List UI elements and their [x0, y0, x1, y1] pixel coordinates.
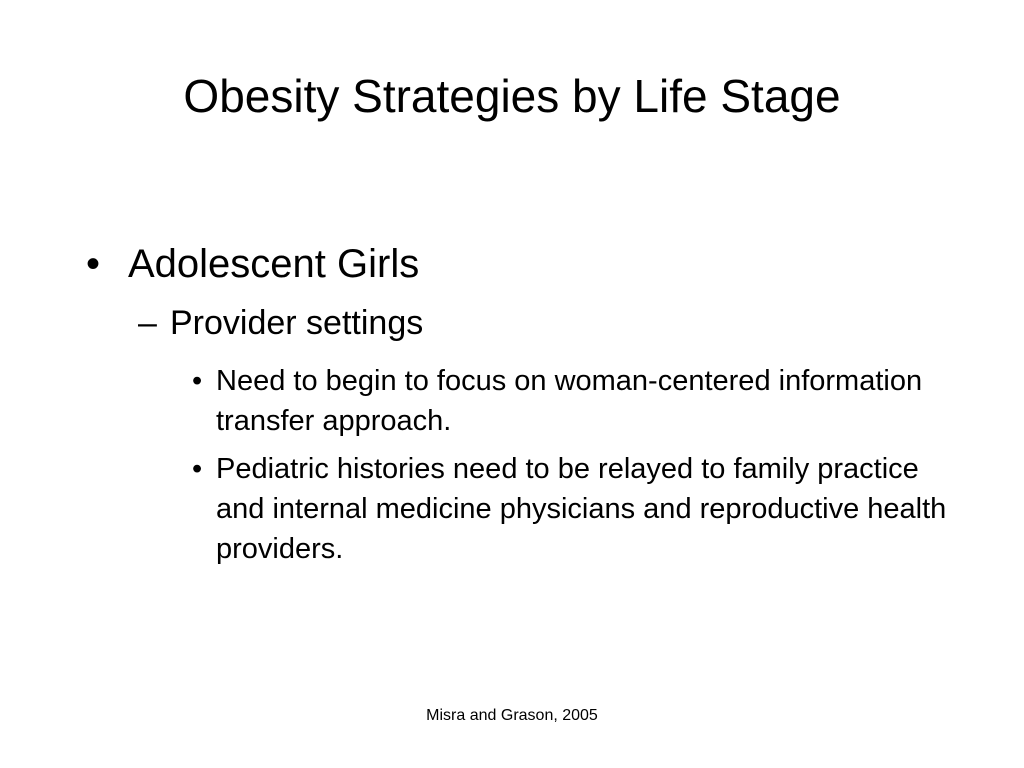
bullet-text: Adolescent Girls — [128, 242, 420, 286]
subbullet-text: Provider settings — [170, 304, 424, 342]
bullet-marker: • — [86, 242, 101, 286]
bullet-adolescent-girls — [86, 240, 986, 288]
slide-footer-citation: Misra and Grason, 2005 — [426, 707, 598, 724]
slide-title: Obesity Strategies by Life Stage — [183, 70, 841, 122]
detail-text: Pediatric histories need to be relayed to family practice and internal medicine physicians and reproductive health providers. — [216, 453, 947, 565]
bullet-marker: • — [192, 453, 203, 485]
detail-text: Need to begin to focus on woman-centered information transfer approach. — [216, 365, 923, 437]
subbullet-provider-settings — [138, 302, 988, 344]
detail-bullet-pediatric-histories — [192, 449, 952, 569]
detail-bullet-woman-centered — [192, 361, 952, 441]
dash-marker: – — [138, 304, 157, 342]
bullet-marker: • — [192, 365, 203, 397]
